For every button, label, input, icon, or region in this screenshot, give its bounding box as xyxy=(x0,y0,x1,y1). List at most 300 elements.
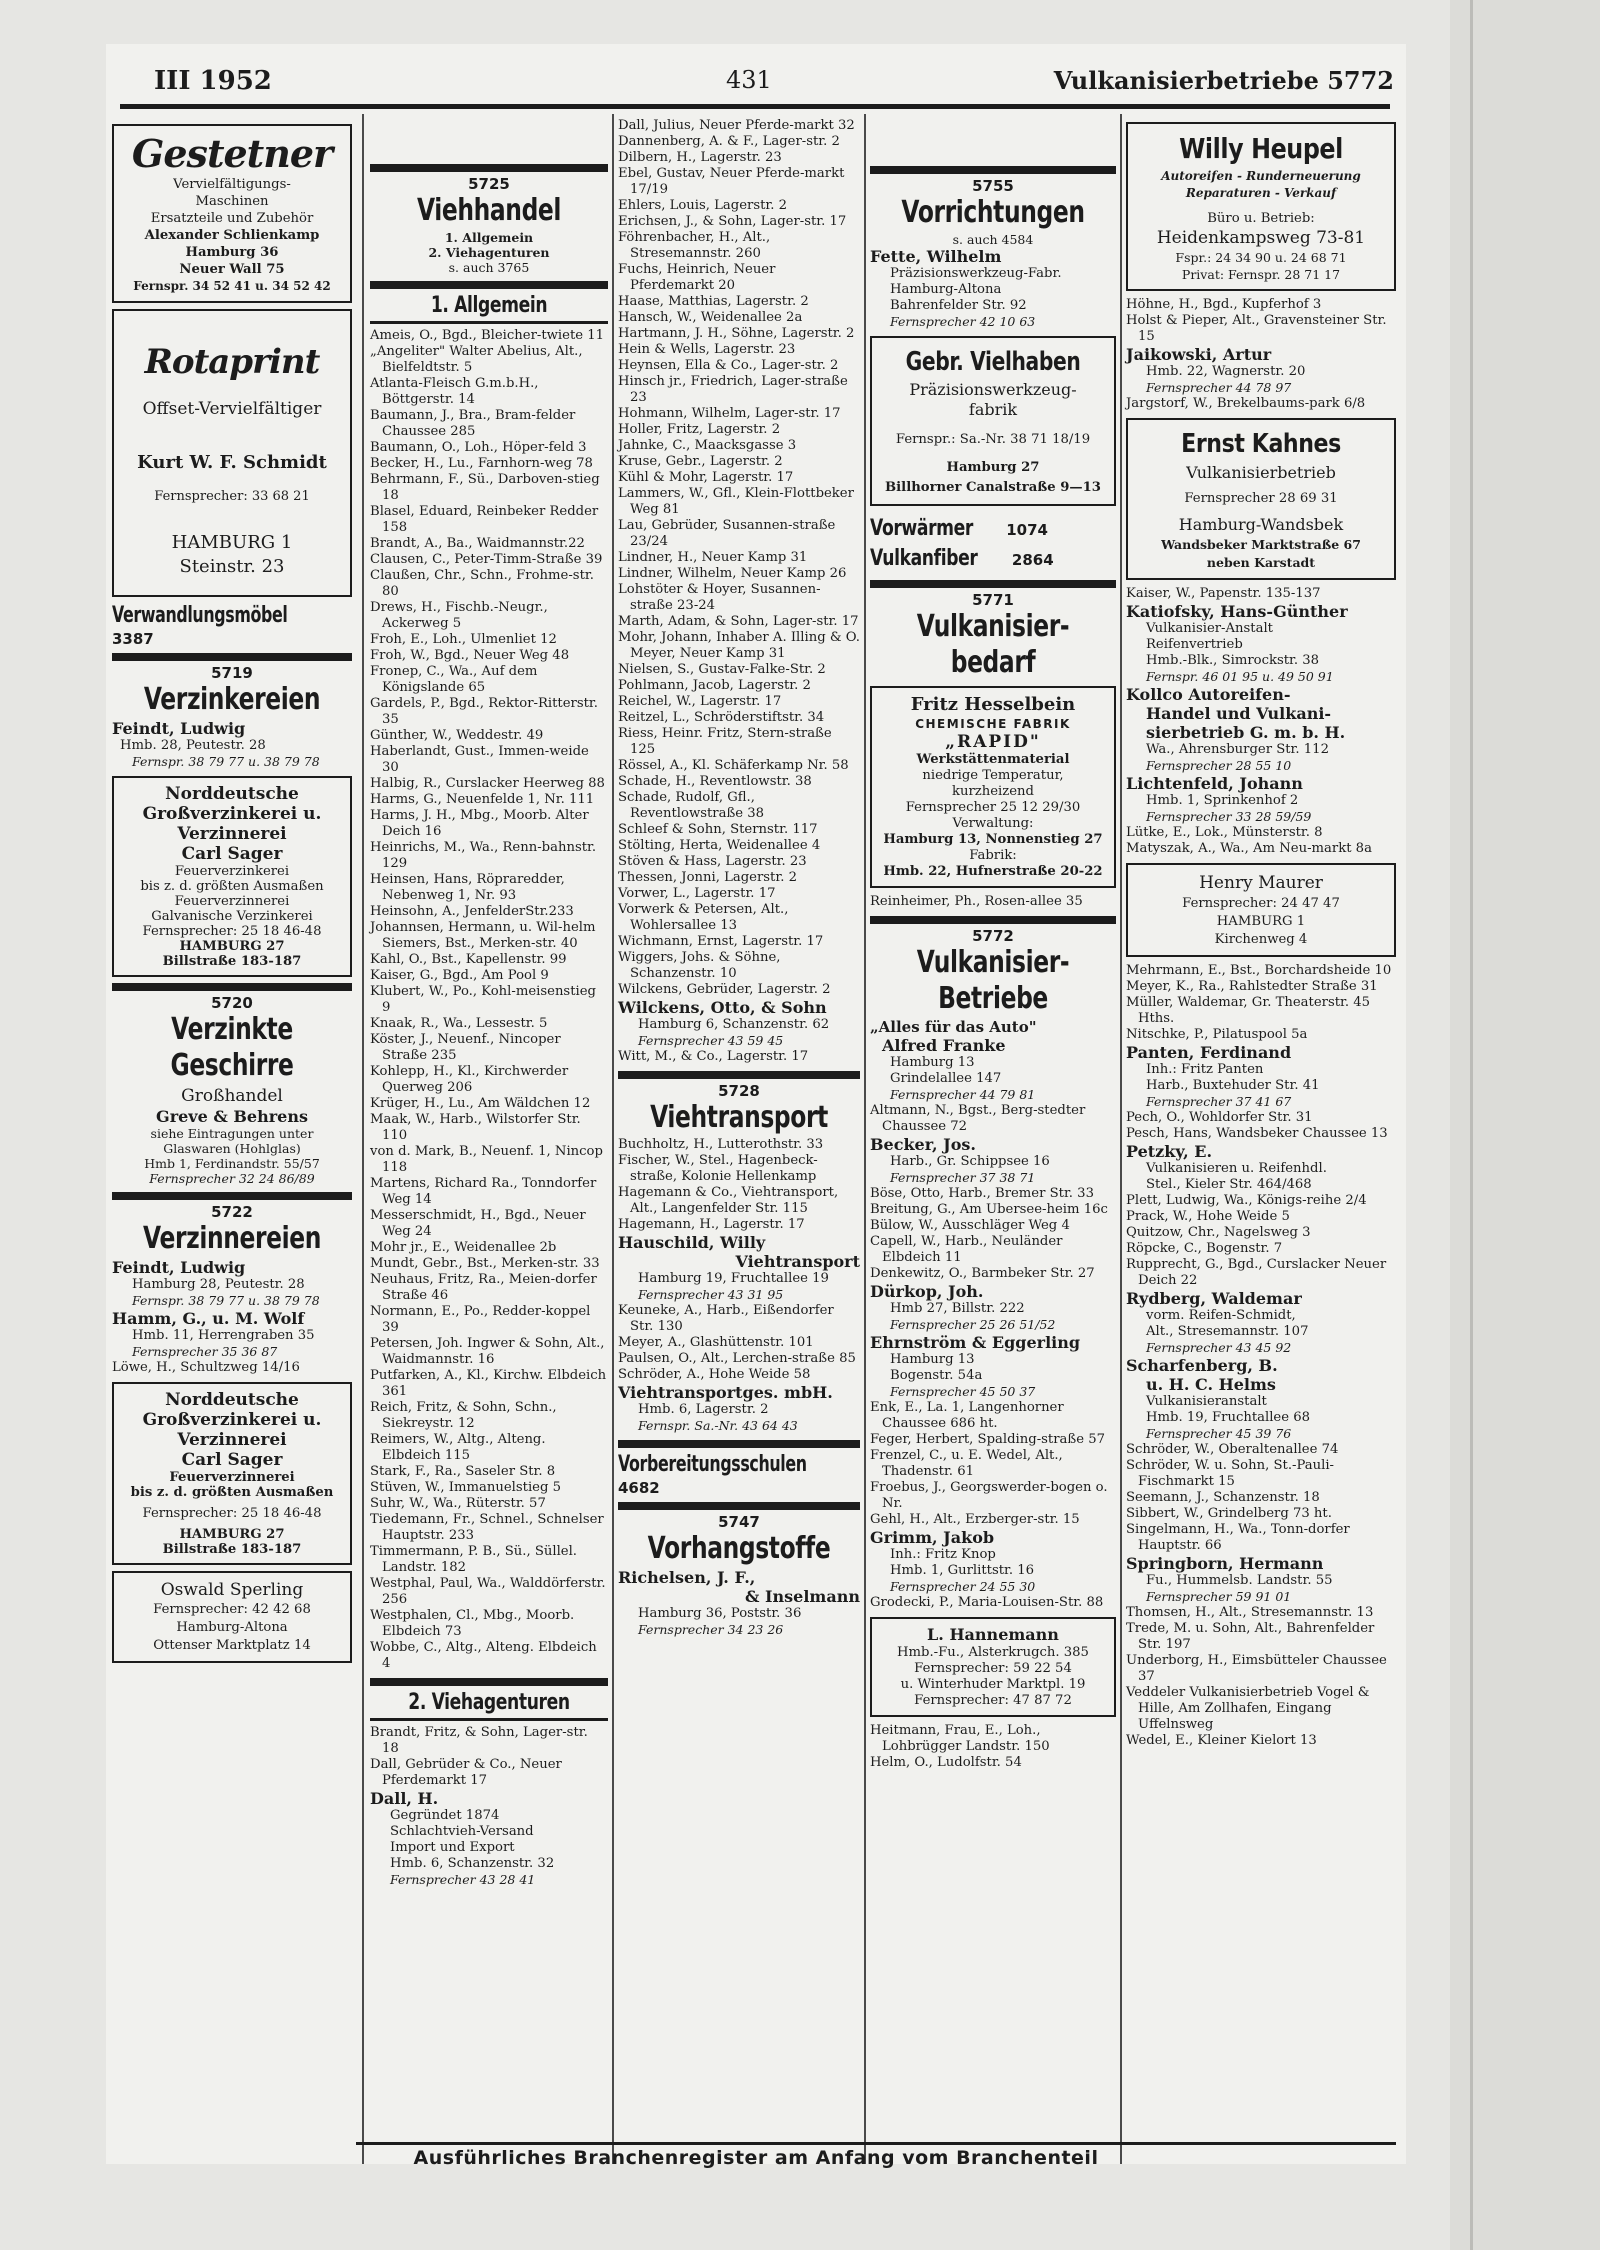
entry: Wilckens, Gebrüder, Lagerstr. 2 xyxy=(618,982,831,997)
entry-line: siehe Eintragungen unter xyxy=(150,1126,314,1141)
entry: Mohr jr., E., Weidenallee 2b xyxy=(370,1240,557,1255)
entry: Jargstorf, W., Brekelbaums-park 6/8 xyxy=(1126,396,1366,411)
entry: Kühl & Mohr, Lagerstr. 17 xyxy=(618,470,794,485)
section-bar xyxy=(618,1440,860,1448)
entry-line: Hmb.-Blk., Simrockstr. 38 xyxy=(1146,653,1320,668)
entry: Vorwer, L., Lagerstr. 17 xyxy=(618,886,776,901)
entries-5e xyxy=(1126,963,1396,1043)
entry-line: Hmb. 1, Gurlittstr. 16 xyxy=(890,1563,1035,1578)
entry: Timmermann, P. B., Sü., Süllel. Landstr. 182 xyxy=(370,1544,577,1575)
ad-line: Fritz Hesselbein xyxy=(910,694,1076,715)
entry: Westphal, Paul, Wa., Walddörferstr. 256 xyxy=(370,1576,606,1607)
entries-viehhandel-allgemein xyxy=(370,328,608,1672)
section-title: Viehhandel xyxy=(416,193,562,228)
entry: Reitzel, L., Schröderstiftstr. 34 xyxy=(618,710,825,725)
entries-vulkanisier-3 xyxy=(870,1400,1116,1528)
entry-name: Rydberg, Waldemar xyxy=(1126,1289,1302,1308)
entry: Schleef & Sohn, Sternstr. 117 xyxy=(618,822,818,837)
section-bar xyxy=(870,580,1116,588)
entry: Rössel, A., Kl. Schäferkamp Nr. 58 xyxy=(618,758,849,773)
entry-name: Handel und Vulkani- xyxy=(1146,704,1332,723)
entry-name: Scharfenberg, B. xyxy=(1126,1356,1278,1375)
entry: Petersen, Joh. Ingwer & Sohn, Alt., Waidmannstr. 16 xyxy=(370,1336,605,1367)
entry: Köster, J., Neuenf., Nincoper Straße 235 xyxy=(370,1032,561,1063)
ad-line: Hamburg 27 xyxy=(946,460,1040,475)
entry-line: Stel., Kieler Str. 464/468 xyxy=(1146,1177,1312,1192)
entry-name: Alfred Franke xyxy=(882,1036,1006,1055)
entry: Helm, O., Ludolfstr. 54 xyxy=(870,1755,1022,1770)
entry-name: Wilckens, Otto, & Sohn xyxy=(618,998,827,1017)
ad-line: Alexander Schlienkamp xyxy=(144,228,320,243)
entry: Singelmann, H., Wa., Tonn-dorfer Hauptstr. 66 xyxy=(1126,1522,1350,1553)
entry: Ebel, Gustav, Neuer Pferde-markt 17/19 xyxy=(618,166,845,197)
entry: Wedel, E., Kleiner Kielort 13 xyxy=(1126,1733,1317,1748)
entries-5b xyxy=(1126,396,1396,412)
section-title: Vulkanisier- xyxy=(916,609,1070,644)
entry: Schade, Rudolf, Gfl., Reventlowstraße 38 xyxy=(618,790,765,821)
entry: Lammers, W., Gfl., Klein-Flottbeker Weg 81 xyxy=(618,486,854,517)
ad-line: Hmb.-Fu., Alsterkrugch. 385 xyxy=(897,1645,1089,1660)
entry: Frenzel, C., u. E. Wedel, Alt., Thadenstr. 61 xyxy=(870,1448,1063,1479)
entry: Stölting, Herta, Weidenallee 4 xyxy=(618,838,821,853)
entry-name: Ehrnström & Eggerling xyxy=(870,1333,1081,1352)
entry: Meyer, K., Ra., Rahlstedter Straße 31 xyxy=(1126,979,1378,994)
entry: Pesch, Hans, Wandsbeker Chaussee 13 xyxy=(1126,1126,1388,1141)
entry-name: sierbetrieb G. m. b. H. xyxy=(1146,723,1346,742)
entry: Klubert, W., Po., Kohl-meisenstieg 9 xyxy=(370,984,596,1015)
entries-vulkanisier-2 xyxy=(870,1186,1116,1282)
column-divider xyxy=(864,114,866,2164)
entry-line: Inh.: Fritz Knop xyxy=(890,1547,996,1562)
footer-rule xyxy=(356,2142,1396,2145)
section-code: 5728 xyxy=(718,1082,760,1100)
ad-line: HAMBURG 1 xyxy=(1216,914,1306,929)
entry-line: Hmb. 1, Sprinkenhof 2 xyxy=(1146,793,1299,808)
entry: Haberlandt, Gust., Immen-weide 30 xyxy=(370,744,589,775)
entry-line: Hmb. 6, Lagerstr. 2 xyxy=(638,1402,769,1417)
entries-viehtransport xyxy=(618,1137,860,1233)
entry-line: Vulkanisieranstalt xyxy=(1146,1394,1267,1409)
ad-line: Ottenser Marktplatz 14 xyxy=(153,1638,311,1653)
section-title: Verzinnereien xyxy=(143,1221,321,1256)
section-title: Vorrichtungen xyxy=(901,195,1085,230)
ad-line: Vulkanisierbetrieb xyxy=(1186,463,1336,482)
entry: Hein & Wells, Lagerstr. 23 xyxy=(618,342,796,357)
entry-line: Gegründet 1874 xyxy=(390,1808,500,1823)
rotaprint-logo: Rotaprint xyxy=(144,342,320,382)
entry-line: Harb., Gr. Schippsee 16 xyxy=(890,1154,1050,1169)
entry: Nitschke, P., Pilatuspool 5a xyxy=(1126,1027,1308,1042)
entry-phone: Fernsprecher 43 45 92 xyxy=(1146,1340,1292,1355)
entry-name: Lichtenfeld, Johann xyxy=(1126,774,1303,793)
section-title: Betriebe xyxy=(938,981,1048,1016)
entry-line: Hmb 27, Billstr. 222 xyxy=(890,1301,1025,1316)
entry-line: Reifenvertrieb xyxy=(1146,637,1243,652)
entry: Ehlers, Louis, Lagerstr. 2 xyxy=(618,198,788,213)
entry: Holst & Pieper, Alt., Gravensteiner Str. 15 xyxy=(1126,313,1387,344)
entry-line: Hmb. 11, Herrengraben 35 xyxy=(132,1328,315,1343)
entry: Reinheimer, Ph., Rosen-allee 35 xyxy=(870,894,1083,909)
ad-line: Fernsprecher: 25 18 46-48 xyxy=(142,924,322,939)
section-code: 5755 xyxy=(972,177,1014,195)
entry: Höhne, H., Bgd., Kupferhof 3 xyxy=(1126,297,1322,312)
entry-phone: Fernspr. 38 79 77 u. 38 79 78 xyxy=(132,1293,320,1308)
ad-line: kurzheizend xyxy=(952,784,1034,799)
entry: von d. Mark, B., Neuenf. 1, Nincop 118 xyxy=(370,1144,603,1175)
entry: Rupprecht, G., Bgd., Curslacker Neuer Deich 22 xyxy=(1126,1257,1387,1288)
entry: Hinsch jr., Friedrich, Lager-straße 23 xyxy=(618,374,848,405)
ad-line: Werkstättenmaterial xyxy=(916,752,1070,767)
category-code: 2864 xyxy=(1011,551,1054,569)
ad-line: „RAPID" xyxy=(945,732,1041,752)
ad-line: Billstraße 183-187 xyxy=(162,1542,302,1557)
section-bar xyxy=(618,1071,860,1079)
entry: Hagemann, H., Lagerstr. 17 xyxy=(618,1217,805,1232)
ad-title: Ernst Kahnes xyxy=(1181,429,1341,459)
category-vorwaermer xyxy=(870,514,1116,544)
entries-5c xyxy=(1126,586,1396,602)
entry-line: Hamburg 28, Peutestr. 28 xyxy=(132,1277,305,1292)
ad-line: Fernsprecher: 24 47 47 xyxy=(1182,896,1340,911)
entry: Altmann, N., Bgst., Berg-stedter Chaussee 72 xyxy=(870,1103,1086,1134)
entry: Becker, H., Lu., Farnhorn-weg 78 xyxy=(370,456,593,471)
entry-name: Kollco Autoreifen- xyxy=(1126,685,1291,704)
entry: Maak, W., Harb., Wilstorfer Str. 110 xyxy=(370,1112,581,1143)
ad-line: Carl Sager xyxy=(181,1450,283,1470)
section-subtitle: s. auch 4584 xyxy=(952,232,1034,247)
section-bar xyxy=(370,1678,608,1686)
section-subtitle: 1. Allgemein xyxy=(444,230,534,245)
header-page-number: 431 xyxy=(726,66,772,94)
ad-line: Hmb. 22, Hufnerstraße 20-22 xyxy=(883,864,1103,879)
entry-phone: Fernsprecher 44 79 81 xyxy=(890,1087,1036,1102)
ad-line: Privat: Fernspr. 28 71 17 xyxy=(1181,267,1341,282)
entry: Haase, Matthias, Lagerstr. 2 xyxy=(618,294,809,309)
entry: Matyszak, A., Wa., Am Neu-markt 8a xyxy=(1126,841,1372,856)
entry-line: vorm. Reifen-Schmidt, xyxy=(1146,1308,1296,1323)
entry: Veddeler Vulkanisierbetrieb Vogel & Hille, Am Zollhafen, Eingang Uffelnsweg xyxy=(1126,1685,1370,1732)
entry: Röpcke, C., Bogenstr. 7 xyxy=(1126,1241,1283,1256)
ad-line: Hamburg-Wandsbek xyxy=(1178,515,1344,534)
entry-slogan: „Alles für das Auto" xyxy=(870,1018,1037,1036)
ad-line: Feuerverzinkerei xyxy=(174,864,290,879)
entry: Schröder, A., Hohe Weide 58 xyxy=(618,1367,811,1382)
ad-title: Willy Heupel xyxy=(1179,132,1343,165)
entry-phone: Fernspr. 38 79 77 u. 38 79 78 xyxy=(132,754,320,769)
header-rule xyxy=(120,104,1390,109)
entry-phone: Fernsprecher 24 55 30 xyxy=(890,1579,1036,1594)
category-code: 3387 xyxy=(112,630,154,648)
section-title: Vulkanisier- xyxy=(916,945,1070,980)
entry: Stüven, W., Immanuelstieg 5 xyxy=(370,1480,561,1495)
entry: Neuhaus, Fritz, Ra., Meien-dorfer Straße 46 xyxy=(370,1272,597,1303)
entry-line: Hamburg 13 xyxy=(890,1055,975,1070)
column-divider xyxy=(612,114,614,2164)
ad-line: bis z. d. größten Ausmaßen xyxy=(140,879,324,894)
entry-line: Alt., Stresemannstr. 107 xyxy=(1146,1324,1309,1339)
entry: Kaiser, G., Bgd., Am Pool 9 xyxy=(370,968,549,983)
entry: Froh, W., Bgd., Neuer Weg 48 xyxy=(370,648,570,663)
entry: Lütke, E., Lok., Münsterstr. 8 xyxy=(1126,825,1323,840)
entry: Buchholtz, H., Lutterothstr. 33 xyxy=(618,1137,824,1152)
section-title: Viehtransport xyxy=(650,1100,828,1135)
entries-vulkanisier-1 xyxy=(870,1103,1116,1135)
entry: Plett, Ludwig, Wa., Königs-reihe 2/4 xyxy=(1126,1193,1367,1208)
column-5 xyxy=(1126,118,1396,1749)
entry: Brandt, A., Ba., Waidmannstr.22 xyxy=(370,536,585,551)
entry-line: Inh.: Fritz Panten xyxy=(1146,1062,1264,1077)
column-divider xyxy=(1120,114,1122,2164)
entry: Dall, Julius, Neuer Pferde-markt 32 xyxy=(618,118,855,133)
entry: Heynsen, Ella & Co., Lager-str. 2 xyxy=(618,358,839,373)
ad-norddeutsche-2 xyxy=(112,1382,352,1565)
ad-line: Hamburg 36 xyxy=(185,245,279,260)
entry-phone: Fernsprecher 43 31 95 xyxy=(638,1287,784,1302)
ad-line: Oswald Sperling xyxy=(160,1580,304,1600)
ad-line: Galvanische Verzinkerei xyxy=(151,909,313,924)
ad-line: Verzinnerei xyxy=(177,824,287,844)
ad-heupel xyxy=(1126,122,1396,291)
ad-hannemann xyxy=(870,1617,1116,1717)
section-title: Verzinkte xyxy=(171,1012,293,1047)
entry: Tiedemann, Fr., Schnel., Schnelser Hauptstr. 233 xyxy=(370,1512,604,1543)
entry-name: Becker, Jos. xyxy=(870,1135,976,1154)
entry: Wiggers, Johs. & Söhne, Schanzenstr. 10 xyxy=(618,950,781,981)
gestetner-logo: Gestetner xyxy=(131,131,333,176)
entry: Jahnke, C., Maacksgasse 3 xyxy=(618,438,797,453)
section-code: 5722 xyxy=(211,1203,253,1221)
entry: Normann, E., Po., Redder-koppel 39 xyxy=(370,1304,591,1335)
section-bar xyxy=(112,653,352,661)
ad-line: Fabrik: xyxy=(969,848,1017,863)
entry: Martens, Richard Ra., Tonndorfer Weg 14 xyxy=(370,1176,597,1207)
entry: Blasel, Eduard, Reinbeker Redder 158 xyxy=(370,504,599,535)
entry: Capell, W., Harb., Neuländer Elbdeich 11 xyxy=(870,1234,1063,1265)
entry-name: Petzky, E. xyxy=(1126,1142,1213,1161)
ad-line: Fernspr.: Sa.-Nr. 38 71 18/19 xyxy=(895,432,1091,447)
entry-line: Vulkanisier-Anstalt xyxy=(1146,621,1273,636)
entry-phone: Fernsprecher 37 41 67 xyxy=(1146,1094,1292,1109)
ad-line: HAMBURG 1 xyxy=(171,532,293,553)
entry-phone: Fernsprecher 37 38 71 xyxy=(890,1170,1036,1185)
entry: Föhrenbacher, H., Alt., Stresemannstr. 260 xyxy=(618,230,771,261)
column-1 xyxy=(112,118,352,1669)
ad-line: Wandsbeker Marktstraße 67 xyxy=(1161,537,1361,552)
ad-line: Heidenkampsweg 73-81 xyxy=(1156,228,1366,248)
ad-line: Fernsprecher: 47 87 72 xyxy=(914,1693,1072,1708)
section-subtitle: Großhandel xyxy=(181,1086,283,1106)
entry: Günther, W., Weddestr. 49 xyxy=(370,728,544,743)
section-bar xyxy=(112,1192,352,1200)
entry-name: Viehtransportges. mbH. xyxy=(618,1383,833,1402)
section-bar xyxy=(370,281,608,289)
ad-line: Maschinen xyxy=(195,194,269,209)
ad-line: fabrik xyxy=(968,400,1018,419)
ad-sperling xyxy=(112,1571,352,1663)
entry-line: Hamburg 36, Poststr. 36 xyxy=(638,1606,802,1621)
entry: Seemann, J., Schanzenstr. 18 xyxy=(1126,1490,1320,1505)
entries-viehagenturen xyxy=(370,1725,608,1789)
entry-line: Hmb. 6, Schanzenstr. 32 xyxy=(390,1856,555,1871)
entry: Marth, Adam, & Sohn, Lager-str. 17 xyxy=(618,614,859,629)
entry-name: Fette, Wilhelm xyxy=(870,247,1002,266)
entry: Lindner, Wilhelm, Neuer Kamp 26 xyxy=(618,566,847,581)
entry: Trede, M. u. Sohn, Alt., Bahrenfelder Str. 197 xyxy=(1126,1621,1375,1652)
ad-line: niedrige Temperatur, xyxy=(922,768,1064,783)
entry: Baumann, J., Bra., Bram-felder Chaussee 285 xyxy=(370,408,576,439)
entry-name: Feindt, Ludwig xyxy=(112,719,246,738)
entry: Wobbe, C., Altg., Alteng. Elbdeich 4 xyxy=(370,1640,597,1671)
entry: Fuchs, Heinrich, Neuer Pferdemarkt 20 xyxy=(618,262,776,293)
ad-line: Feuerverzinnerei xyxy=(174,894,290,909)
section-title: Verzinkereien xyxy=(143,682,321,717)
entry: Quitzow, Chr., Nagelsweg 3 xyxy=(1126,1225,1311,1240)
entry: Mundt, Gebr., Bst., Merken-str. 33 xyxy=(370,1256,600,1271)
ad-line: Norddeutsche xyxy=(165,1390,299,1410)
ad-line: HAMBURG 27 xyxy=(179,1527,285,1542)
entries-viehhandel-cont xyxy=(618,118,860,998)
ad-line: Kirchenweg 4 xyxy=(1214,932,1308,947)
entry: Kahl, O., Bst., Kapellenstr. 99 xyxy=(370,952,567,967)
ad-line: Präzisionswerkzeug- xyxy=(909,380,1077,399)
ad-line: L. Hannemann xyxy=(927,1625,1059,1644)
entry-phone: Fernsprecher 43 28 41 xyxy=(390,1872,536,1887)
entry: Lohstöter & Hoyer, Susannen-straße 23-24 xyxy=(618,582,821,613)
category-title: Vorbereitungsschulen xyxy=(618,1452,807,1477)
entry-line: Hamburg 6, Schanzenstr. 62 xyxy=(638,1017,830,1032)
entry-name: Grimm, Jakob xyxy=(870,1528,995,1547)
entry-line: Wa., Ahrensburger Str. 112 xyxy=(1146,742,1329,757)
entry-name: Richelsen, J. F., xyxy=(618,1568,756,1587)
entry: Froebus, J., Georgswerder-bogen o. Nr. xyxy=(870,1480,1108,1511)
entry-phone: Fernsprecher 34 23 26 xyxy=(638,1622,784,1637)
section-bar xyxy=(370,164,608,172)
entry-phone: Fernsprecher 45 39 76 xyxy=(1146,1426,1292,1441)
subsection-title: 2. Viehagenturen xyxy=(408,1690,570,1715)
category-vulkanfiber xyxy=(870,544,1116,574)
section-bar xyxy=(870,916,1116,924)
entry-line: Vulkanisieren u. Reifenhdl. xyxy=(1146,1161,1327,1176)
ad-rotaprint xyxy=(112,309,352,597)
entry: Wichmann, Ernst, Lagerstr. 17 xyxy=(618,934,824,949)
entry: Harms, J. H., Mbg., Moorb. Alter Deich 16 xyxy=(370,808,589,839)
entry: Brandt, Fritz, & Sohn, Lager-str. 18 xyxy=(370,1725,588,1756)
category-title: Vulkanfiber xyxy=(870,546,978,571)
column-3 xyxy=(618,118,860,1638)
entry: Lau, Gebrüder, Susannen-straße 23/24 xyxy=(618,518,836,549)
entry-phone: Fernsprecher 28 55 10 xyxy=(1146,758,1292,773)
entry: Löwe, H., Schultzweg 14/16 xyxy=(112,1360,300,1375)
entry-phone: Fernsprecher 43 59 45 xyxy=(638,1033,784,1048)
entry-name: Feindt, Ludwig xyxy=(112,1258,246,1277)
entry-line: Hmb. 22, Wagnerstr. 20 xyxy=(1146,364,1306,379)
entry: Halbig, R., Curslacker Heerweg 88 xyxy=(370,776,605,791)
entry: Prack, W., Hohe Weide 5 xyxy=(1126,1209,1290,1224)
entry: Dannenberg, A. & F., Lager-str. 2 xyxy=(618,134,840,149)
entry: Hartmann, J. H., Söhne, Lagerstr. 2 xyxy=(618,326,855,341)
ad-vielhaben xyxy=(870,336,1116,506)
entry-line: Hamburg 19, Fruchtallee 19 xyxy=(638,1271,829,1286)
entries-vulkanisier-4 xyxy=(870,1595,1116,1611)
entry-line: Grindelallee 147 xyxy=(890,1071,1002,1086)
entry: Heitmann, Frau, E., Loh., Lohbrügger Landstr. 150 xyxy=(870,1723,1050,1754)
ad-line: neben Karstadt xyxy=(1206,555,1316,570)
entry-line: Schlachtvieh-Versand xyxy=(390,1824,534,1839)
entry: Fronep, C., Wa., Auf dem Königslande 65 xyxy=(370,664,538,695)
section-code: 5772 xyxy=(972,927,1014,945)
ad-line: HAMBURG 27 xyxy=(179,939,285,954)
entry: Gardels, P., Bgd., Rektor-Ritterstr. 35 xyxy=(370,696,598,727)
ad-line: Autoreifen - Runderneuerung xyxy=(1161,169,1361,183)
header-year: III 1952 xyxy=(154,66,272,96)
ad-line: Offset-Vervielfältiger xyxy=(142,399,322,419)
entry-line: Hamburg-Altona xyxy=(890,282,1002,297)
entry: Hansch, W., Weidenallee 2a xyxy=(618,310,803,325)
entry: Knaak, R., Wa., Lessestr. 5 xyxy=(370,1016,548,1031)
column-2 xyxy=(370,118,608,1888)
subsection-title: 1. Allgemein xyxy=(430,293,548,318)
category-title: Vorwärmer xyxy=(870,516,973,541)
entry: Mohr, Johann, Inhaber A. Illing & O. Meyer, Neuer Kamp 31 xyxy=(618,630,860,661)
ad-line: Kurt W. F. Schmidt xyxy=(137,452,327,473)
entry: Heinsohn, A., JenfelderStr.233 xyxy=(370,904,574,919)
entry-line: Bogenstr. 54a xyxy=(890,1368,983,1383)
entry: Mehrmann, E., Bst., Borchardsheide 10 xyxy=(1126,963,1392,978)
entries-5a xyxy=(1126,297,1396,345)
entry: Gehl, H., Alt., Erzberger-str. 15 xyxy=(870,1512,1080,1527)
entry-line: Hmb. 19, Fruchtallee 68 xyxy=(1146,1410,1311,1425)
ad-line: Hamburg-Altona xyxy=(176,1620,288,1635)
ad-line: Billhorner Canalstraße 9—13 xyxy=(885,480,1101,495)
ad-line: Carl Sager xyxy=(181,844,283,864)
category-code: 4682 xyxy=(618,1479,660,1497)
section-title: Vorhangstoffe xyxy=(647,1531,831,1566)
entry-name: Panten, Ferdinand xyxy=(1126,1043,1292,1062)
ad-line: Hamburg 13, Nonnenstieg 27 xyxy=(883,832,1103,847)
section-code: 5725 xyxy=(468,175,510,193)
entry: Johannsen, Hermann, u. Wil-helm Siemers, Bst., Merken-str. 40 xyxy=(370,920,596,951)
entry: Denkewitz, O., Barmbeker Str. 27 xyxy=(870,1266,1095,1281)
entry: Feger, Herbert, Spalding-straße 57 xyxy=(870,1432,1105,1447)
ad-line: Neuer Wall 75 xyxy=(179,262,285,277)
entry: Paulsen, O., Alt., Lerchen-straße 85 xyxy=(618,1351,856,1366)
footer-note: Ausführliches Branchenregister am Anfang vom Branchenteil xyxy=(413,2147,1099,2169)
entry: Pech, O., Wohldorfer Str. 31 xyxy=(1126,1110,1313,1125)
entry: Fischer, W., Stel., Hagenbeck-straße, Kolonie Hellenkamp xyxy=(618,1153,818,1184)
entry-phone: Fernsprecher 25 26 51/52 xyxy=(890,1317,1056,1332)
entry-line: Hmb. 28, Peutestr. 28 xyxy=(120,738,266,753)
subsection-rule xyxy=(370,1718,608,1721)
ad-line: Fernsprecher: 25 18 46-48 xyxy=(142,1506,322,1521)
entry: Böse, Otto, Harb., Bremer Str. 33 xyxy=(870,1186,1094,1201)
entries-5g xyxy=(1126,1193,1396,1289)
entry-line: Hmb 1, Ferdinandstr. 55/57 xyxy=(144,1156,320,1171)
ad-line: Vervielfältigungs- xyxy=(173,177,291,192)
section-bar xyxy=(618,1502,860,1510)
entry-name: Dürkop, Joh. xyxy=(870,1282,984,1301)
entry: Heinrichs, M., Wa., Renn-bahnstr. 129 xyxy=(370,840,597,871)
entry: Lindner, H., Neuer Kamp 31 xyxy=(618,550,808,565)
entry: Behrmann, F., Sü., Darboven-stieg 18 xyxy=(370,472,600,503)
ad-line: Fernsprecher: 33 68 21 xyxy=(154,489,310,504)
entry-phone: Fernsprecher 35 36 87 xyxy=(132,1344,278,1359)
entry: Thomsen, H., Alt., Stresemannstr. 13 xyxy=(1126,1605,1374,1620)
entry: Riess, Heinr. Fritz, Stern-straße 125 xyxy=(618,726,832,757)
entry: Underborg, H., Eimsbütteler Chaussee 37 xyxy=(1126,1653,1387,1684)
entries-5h xyxy=(1126,1442,1396,1554)
entry-name: u. H. C. Helms xyxy=(1146,1375,1276,1394)
entry-line: Glaswaren (Hohlglas) xyxy=(163,1141,301,1156)
